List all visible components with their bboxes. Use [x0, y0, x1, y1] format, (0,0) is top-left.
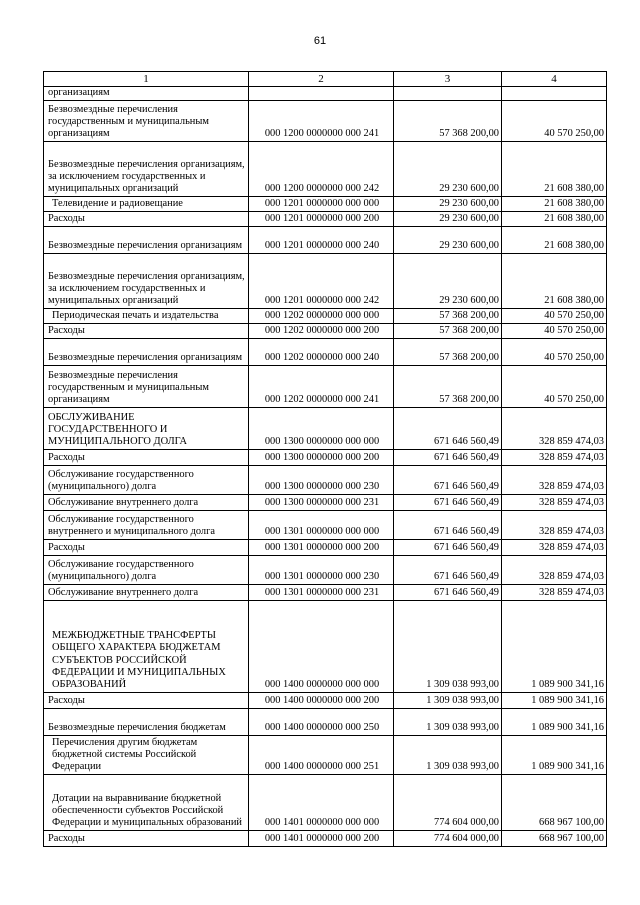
table-row: [44, 339, 607, 366]
row-value-col4-cell: 21 608 380,00: [502, 197, 607, 212]
table-row: [44, 197, 607, 212]
row-name-cell: МЕЖБЮДЖЕТНЫЕ ТРАНСФЕРТЫ ОБЩЕГО ХАРАКТЕРА БЮДЖЕТАМ СУБЪЕКТОВ РОССИЙСКОЙ ФЕДЕРАЦИИ И МУНИЦИПАЛЬНЫХ ОБРАЗОВАНИЙ: [44, 601, 249, 693]
row-name-cell: организациям: [44, 87, 249, 101]
table-row: [44, 450, 607, 466]
row-name-cell: Расходы: [44, 831, 249, 847]
row-value-col3-cell: 671 646 560,49: [394, 540, 502, 556]
table-row: [44, 212, 607, 227]
row-name-cell: Расходы: [44, 693, 249, 709]
row-name-cell: Периодическая печать и издательства: [44, 309, 249, 324]
table-row: [44, 309, 607, 324]
header-row: [44, 72, 607, 87]
row-value-col3-cell: 29 230 600,00: [394, 142, 502, 197]
row-value-col3-cell: 29 230 600,00: [394, 212, 502, 227]
row-value-col4-cell: 328 859 474,03: [502, 450, 607, 466]
table-row: [44, 227, 607, 254]
column-header-1: 1: [44, 72, 249, 87]
table-row: [44, 601, 607, 693]
row-name-cell: Обслуживание государственного (муниципального) долга: [44, 556, 249, 585]
row-code-cell: 000 1300 0000000 000 200: [249, 450, 394, 466]
row-code-cell: 000 1301 0000000 000 230: [249, 556, 394, 585]
row-value-col3-cell: 671 646 560,49: [394, 466, 502, 495]
row-value-col4-cell: 328 859 474,03: [502, 585, 607, 601]
row-code-cell: 000 1301 0000000 000 200: [249, 540, 394, 556]
row-name-cell: Телевидение и радиовещание: [44, 197, 249, 212]
table-row: [44, 101, 607, 142]
row-code-cell: 000 1200 0000000 000 241: [249, 101, 394, 142]
row-value-col4-cell: 328 859 474,03: [502, 511, 607, 540]
row-name-cell: Безвозмездные перечисления государственным и муниципальным организациям: [44, 366, 249, 408]
row-value-col3-cell: 57 368 200,00: [394, 309, 502, 324]
row-value-col3-cell: 1 309 038 993,00: [394, 601, 502, 693]
row-value-col3-cell: 29 230 600,00: [394, 197, 502, 212]
row-value-col4-cell: 40 570 250,00: [502, 101, 607, 142]
row-value-col4-cell: 328 859 474,03: [502, 495, 607, 511]
row-code-cell: 000 1202 0000000 000 241: [249, 366, 394, 408]
column-header-2: 2: [249, 72, 394, 87]
row-value-col3-cell: 671 646 560,49: [394, 511, 502, 540]
row-value-col4-cell: 328 859 474,03: [502, 540, 607, 556]
row-code-cell: 000 1301 0000000 000 231: [249, 585, 394, 601]
row-value-col3-cell: 57 368 200,00: [394, 101, 502, 142]
row-code-cell: 000 1300 0000000 000 231: [249, 495, 394, 511]
row-name-cell: Безвозмездные перечисления организациям, за исключением государственных и муниципальных организаций: [44, 142, 249, 197]
row-value-col4-cell: 1 089 900 341,16: [502, 601, 607, 693]
row-name-cell: Расходы: [44, 324, 249, 339]
row-code-cell: 000 1201 0000000 000 000: [249, 197, 394, 212]
row-value-col3-cell: 1 309 038 993,00: [394, 709, 502, 736]
row-value-col4-cell: 668 967 100,00: [502, 775, 607, 831]
row-value-col4-cell: 328 859 474,03: [502, 466, 607, 495]
column-header-3: 3: [394, 72, 502, 87]
row-name-cell: Обслуживание государственного (муниципального) долга: [44, 466, 249, 495]
table-row: [44, 408, 607, 450]
table-row: [44, 709, 607, 736]
row-code-cell: 000 1400 0000000 000 250: [249, 709, 394, 736]
row-value-col3-cell: [394, 87, 502, 101]
row-code-cell: 000 1300 0000000 000 000: [249, 408, 394, 450]
row-code-cell: 000 1400 0000000 000 251: [249, 736, 394, 775]
table-row: [44, 585, 607, 601]
row-value-col4-cell: 668 967 100,00: [502, 831, 607, 847]
row-name-cell: Обслуживание внутреннего долга: [44, 495, 249, 511]
row-value-col3-cell: 671 646 560,49: [394, 556, 502, 585]
row-value-col4-cell: 40 570 250,00: [502, 366, 607, 408]
row-value-col3-cell: 671 646 560,49: [394, 585, 502, 601]
row-value-col4-cell: 1 089 900 341,16: [502, 709, 607, 736]
row-name-cell: Безвозмездные перечисления организациям, за исключением государственных и муниципальных организаций: [44, 254, 249, 309]
table-row: [44, 511, 607, 540]
row-name-cell: Безвозмездные перечисления организациям: [44, 339, 249, 366]
table-row: [44, 254, 607, 309]
row-code-cell: 000 1202 0000000 000 240: [249, 339, 394, 366]
row-code-cell: 000 1400 0000000 000 000: [249, 601, 394, 693]
row-code-cell: 000 1401 0000000 000 200: [249, 831, 394, 847]
row-value-col3-cell: 57 368 200,00: [394, 366, 502, 408]
row-value-col3-cell: 57 368 200,00: [394, 339, 502, 366]
row-name-cell: Безвозмездные перечисления организациям: [44, 227, 249, 254]
row-code-cell: 000 1400 0000000 000 200: [249, 693, 394, 709]
row-code-cell: 000 1202 0000000 000 000: [249, 309, 394, 324]
table-row: [44, 556, 607, 585]
row-name-cell: Перечисления другим бюджетам бюджетной системы Российской Федерации: [44, 736, 249, 775]
row-value-col4-cell: 328 859 474,03: [502, 408, 607, 450]
row-value-col4-cell: 1 089 900 341,16: [502, 736, 607, 775]
row-value-col4-cell: 328 859 474,03: [502, 556, 607, 585]
table-row: [44, 775, 607, 831]
table-row: [44, 466, 607, 495]
row-name-cell: Дотации на выравнивание бюджетной обеспеченности субъектов Российской Федерации и муниципальных образований: [44, 775, 249, 831]
row-value-col3-cell: 1 309 038 993,00: [394, 736, 502, 775]
row-code-cell: 000 1301 0000000 000 000: [249, 511, 394, 540]
row-code-cell: 000 1201 0000000 000 242: [249, 254, 394, 309]
row-value-col4-cell: 1 089 900 341,16: [502, 693, 607, 709]
row-value-col4-cell: 21 608 380,00: [502, 142, 607, 197]
row-value-col4-cell: 21 608 380,00: [502, 227, 607, 254]
row-code-cell: 000 1300 0000000 000 230: [249, 466, 394, 495]
row-name-cell: ОБСЛУЖИВАНИЕ ГОСУДАРСТВЕННОГО И МУНИЦИПАЛЬНОГО ДОЛГА: [44, 408, 249, 450]
table-row: [44, 831, 607, 847]
row-value-col4-cell: 40 570 250,00: [502, 324, 607, 339]
row-code-cell: 000 1200 0000000 000 242: [249, 142, 394, 197]
table-row: [44, 87, 607, 101]
column-header-4: 4: [502, 72, 607, 87]
row-value-col3-cell: 57 368 200,00: [394, 324, 502, 339]
row-value-col3-cell: 774 604 000,00: [394, 831, 502, 847]
row-value-col3-cell: 671 646 560,49: [394, 408, 502, 450]
row-value-col3-cell: 29 230 600,00: [394, 254, 502, 309]
row-name-cell: Безвозмездные перечисления бюджетам: [44, 709, 249, 736]
table-row: [44, 324, 607, 339]
table-row: [44, 142, 607, 197]
row-name-cell: Обслуживание государственного внутреннего и муниципального долга: [44, 511, 249, 540]
table-row: [44, 693, 607, 709]
row-value-col3-cell: 671 646 560,49: [394, 495, 502, 511]
row-value-col4-cell: 21 608 380,00: [502, 254, 607, 309]
row-name-cell: Безвозмездные перечисления государственным и муниципальным организациям: [44, 101, 249, 142]
budget-table: [43, 71, 607, 847]
table-row: [44, 366, 607, 408]
row-value-col4-cell: 40 570 250,00: [502, 309, 607, 324]
row-name-cell: Расходы: [44, 212, 249, 227]
row-value-col4-cell: 21 608 380,00: [502, 212, 607, 227]
row-name-cell: Расходы: [44, 540, 249, 556]
table-row: [44, 540, 607, 556]
row-code-cell: 000 1202 0000000 000 200: [249, 324, 394, 339]
row-value-col4-cell: 40 570 250,00: [502, 339, 607, 366]
table-row: [44, 736, 607, 775]
row-value-col4-cell: [502, 87, 607, 101]
row-value-col3-cell: 1 309 038 993,00: [394, 693, 502, 709]
row-value-col3-cell: 29 230 600,00: [394, 227, 502, 254]
page-number: 61: [313, 35, 327, 47]
table-row: [44, 495, 607, 511]
row-code-cell: 000 1201 0000000 000 240: [249, 227, 394, 254]
row-code-cell: 000 1401 0000000 000 000: [249, 775, 394, 831]
row-name-cell: Обслуживание внутреннего долга: [44, 585, 249, 601]
row-code-cell: [249, 87, 394, 101]
row-value-col3-cell: 671 646 560,49: [394, 450, 502, 466]
row-value-col3-cell: 774 604 000,00: [394, 775, 502, 831]
row-code-cell: 000 1201 0000000 000 200: [249, 212, 394, 227]
row-name-cell: Расходы: [44, 450, 249, 466]
